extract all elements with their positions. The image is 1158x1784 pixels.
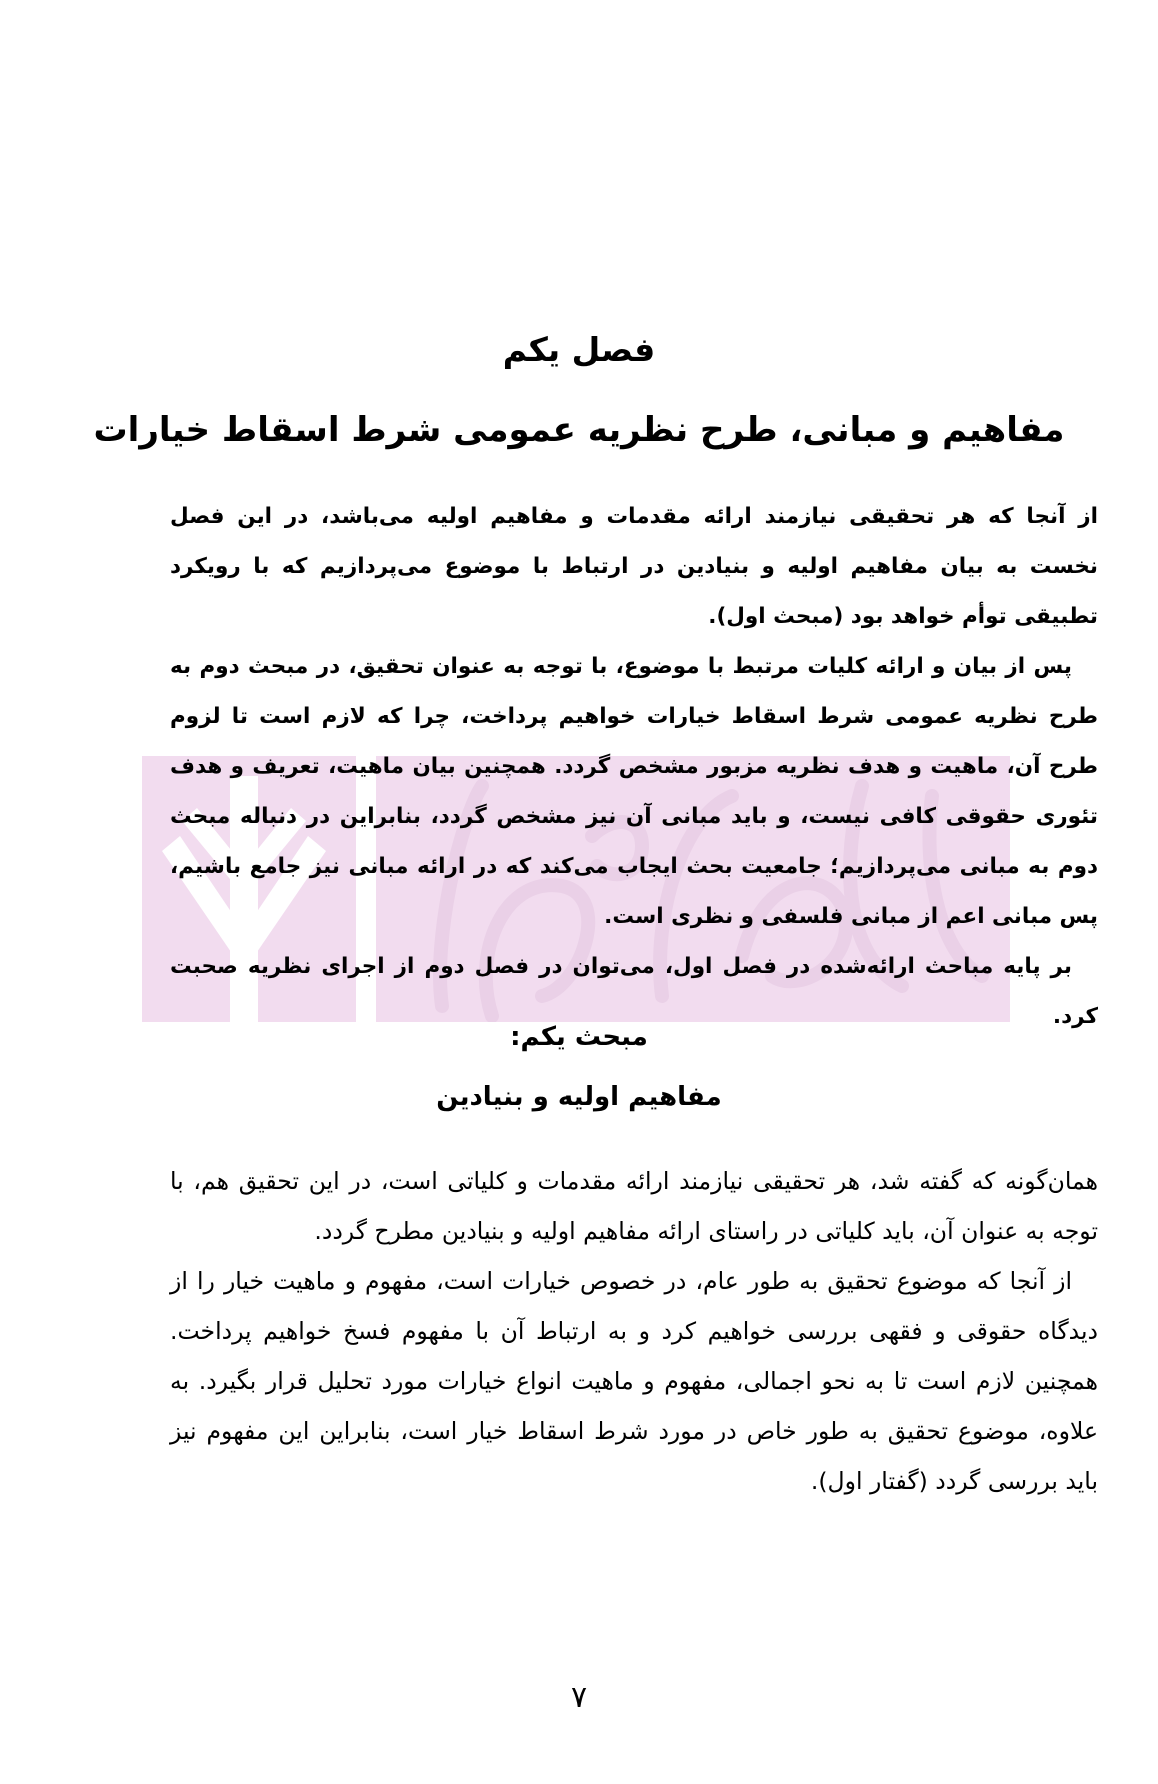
body-paragraph: همان‌گونه که گفته شد، هر تحقیقی نیازمند ارائه مقدمات و کلیاتی است، در این تحقیق هم، با توجه به عنوان آن، باید کلیاتی در راستای ارائه مفاهیم اولیه و بنیادین مطرح گردد. [170,1167,1098,1245]
chapter-title: مفاهیم و مبانی، طرح نظریه عمومی شرط اسقاط خیارات [93,410,1065,450]
section-body [170,1156,1098,1506]
intro-paragraph: بر پایه مباحث ارائه‌شده در فصل اول، می‌توان در فصل دوم از اجرای نظریه صحبت کرد. [170,954,1098,1029]
chapter-label: فصل یکم [502,330,656,369]
page-number: ۷ [570,1680,588,1715]
section-title: مفاهیم اولیه و بنیادین [436,1082,722,1112]
body-paragraph: از آنجا که موضوع تحقیق به طور عام، در خصوص خیارات است، مفهوم و ماهیت خیار را از دیدگاه حقوقی و فقهی بررسی خواهیم کرد و به ارتباط آن با مفهوم فسخ خواهیم پرداخت. همچنین لازم است تا به نحو اجمالی، مفهوم و ماهیت انواع خیارات مورد تحلیل قرار بگیرد. به علاوه، موضوع تحقیق به طور خاص در مورد شرط اسقاط خیار است، بنابراین این مفهوم نیز باید بررسی گردد (گفتار اول). [170,1267,1098,1495]
chapter-intro [170,492,1098,1042]
intro-paragraph: پس از بیان و ارائه کلیات مرتبط با موضوع، با توجه به عنوان تحقیق، در مبحث دوم به طرح نظریه عمومی شرط اسقاط خیارات خواهیم پرداخت، چرا که لازم است تا لزوم طرح آن، ماهیت و هدف نظریه مزبور مشخص گردد. همچنین بیان ماهیت، تعریف و هدف تئوری حقوقی کافی نیست، و باید مبانی آن نیز مشخص گردد، بنابراین در دنباله مبحث دوم به مبانی می‌پردازیم؛ جامعیت بحث ایجاب می‌کند که در ارائه مبانی نیز جامع باشیم، پس مبانی اعم از مبانی فلسفی و نظری است. [170,654,1098,929]
section-label: مبحث یکم: [510,1022,648,1052]
intro-paragraph: از آنجا که هر تحقیقی نیازمند ارائه مقدمات و مفاهیم اولیه می‌باشد، در این فصل نخست به بیان مفاهیم اولیه و بنیادین در ارتباط با موضوع می‌پردازیم که با رویکرد تطبیقی توأم خواهد بود (مبحث اول). [170,504,1098,629]
